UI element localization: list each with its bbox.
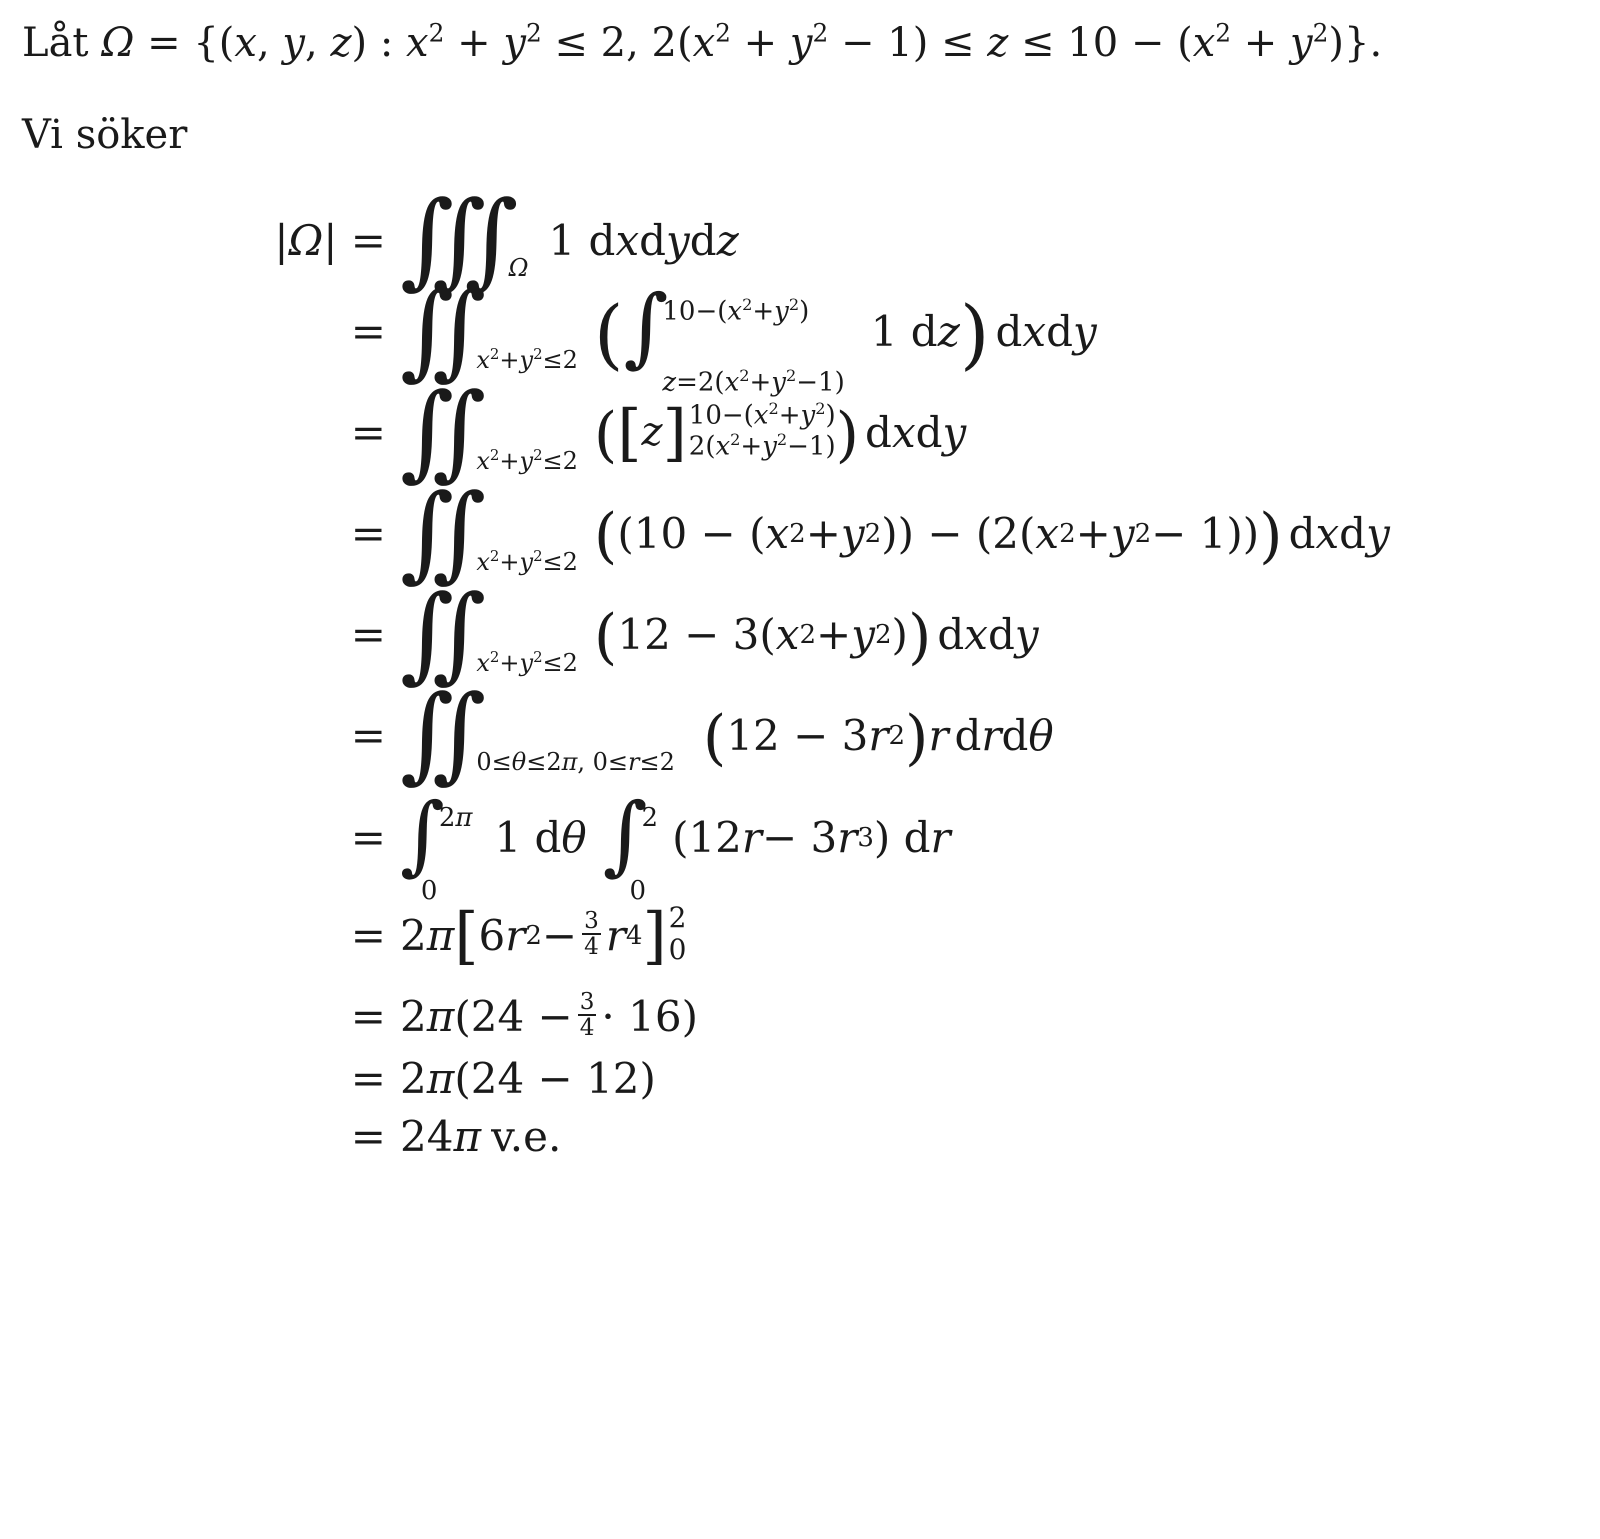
statement-line-2: Vi söker [22,112,188,158]
integral-limits: $10-(x^2+y^2)$ $z=2(x^2+y^2-1)$ [662,295,845,398]
equation-7-rhs: ∫ 2π 0 1 d θ ∫ 2 0 (12 r − 3 r 3 ) d r [400,785,951,907]
equation-10-lhs: = [350,1054,386,1104]
equation-1-lhs: |Ω| = [274,216,386,266]
equation-8-rhs: 2 π [ 6 r 2 − $\frac{3}{4}$ r 4 ] 2 0 [400,899,687,973]
equation-5-lhs: = [350,609,386,659]
close-bracket: ] [662,396,687,470]
double-integral-symbol: ∫∫ $x^2+y^2\le 2$ [400,268,578,391]
equation-3-lhs: = [350,408,386,458]
equation-6-rhs: ∫∫ 0≤θ≤2π, 0≤r≤2 ( 12 − 3 r 2 ) r d r d θ [400,672,1054,795]
evaluation-limits: $10-(x^2+y^2)$ $2(x^2+y^2-1)$ [688,398,836,462]
equation-10-rhs: 2 π (24 − 12) [400,1054,656,1104]
equation-row-3 [0,369,1600,492]
equation-9-rhs: 2 π (24 − $\frac{3}{4}$ · 16) [400,989,698,1042]
integral-lower-limit: 0≤θ≤2π, 0≤r≤2 [476,748,675,777]
equation-2-lhs: = [350,307,386,357]
open-paren: ( [702,702,727,773]
equation-row-11 [0,1112,1600,1162]
equation-row-7 [0,785,1600,907]
equation-row-6 [0,672,1600,795]
equation-5-rhs: ∫∫ $x^2+y^2\le 2$ ( 12 − 3( x 2 + y 2 ) ) d x d y [400,571,1039,694]
open-paren: ( [593,601,618,672]
statement-prefix: Låt [22,20,102,66]
open-bracket: [ [454,899,479,973]
equation-9-lhs: = [350,992,386,1042]
equation-6-lhs: = [350,710,386,760]
integral-lower-limit: $x^2+y^2\le 2$ [476,344,578,374]
double-integral-symbol: ∫∫ $x^2+y^2\le 2$ [400,369,578,492]
equation-row-10 [0,1054,1600,1104]
statement-line-1: Låt Ω = {(x, y, z) : $x^2 + y^2 \le 2$, $2(x^2 + y^2 - 1) \le z \le 10 - (x^2 + y^2)$}. [22,18,1383,66]
equation-2-rhs: ∫∫ $x^2+y^2\le 2$ ( ∫ $10-(x^2+y^2)$ $z=2(x^2+y^2-1)$ 1 d z ) d x d y [400,268,1097,398]
integral-limits: 2 0 [629,803,659,907]
close-paren-outer: ) [1259,501,1283,572]
equation-block [0,178,1600,1162]
equation-7-lhs: = [350,813,386,863]
close-paren: ) [959,288,990,378]
result-unit: v.e. [491,1112,562,1162]
equation-3-rhs: ∫∫ $x^2+y^2\le 2$ ( [ z ] $10-(x^2+y^2)$ $2(x^2+y^2-1)$ ) d x d y [400,369,967,492]
equation-row-8 [0,899,1600,973]
document-page [0,18,1600,1539]
close-paren: ) [835,400,860,471]
fraction-three-quarters: $\frac{3}{4}$ [584,907,599,960]
double-integral-symbol: ∫∫ 0≤θ≤2π, 0≤r≤2 [400,672,675,795]
integral-lower-limit: $x^2+y^2\le 2$ [476,647,578,677]
equation-row-5 [0,571,1600,694]
integral-lower-limit: $x^2+y^2\le 2$ [476,546,578,576]
close-paren: ) [905,702,929,773]
equation-row-2 [0,268,1600,398]
equation-8-lhs: = [350,910,386,960]
inner-integral-symbol: ∫ $10-(x^2+y^2)$ $z=2(x^2+y^2-1)$ [623,277,845,398]
close-paren: ) [907,601,932,672]
integral-lower-limit: $x^2+y^2\le 2$ [476,445,578,475]
close-bracket: ] [642,899,667,973]
open-paren-outer: ( [593,501,618,572]
evaluation-limits: 2 0 [668,900,687,966]
r-integral-symbol: ∫ 2 0 [602,785,659,907]
triple-integral-symbol: ∫∫∫ Ω [400,178,529,300]
double-integral-symbol: ∫∫ $x^2+y^2\le 2$ [400,571,578,694]
fraction-three-quarters: $\frac{3}{4}$ [579,989,595,1042]
equation-4-lhs: = [350,509,386,559]
equation-4-rhs: ∫∫ $x^2+y^2\le 2$ ( (10 − ( x 2 + y 2 )) − (2( x 2 + y 2 − 1)) ) d x d y [400,470,1390,593]
equation-row-1 [0,178,1600,300]
integral-limits: 2π 0 [420,803,473,907]
equation-11-rhs: 24 π v.e. [400,1112,562,1162]
equation-row-9 [0,989,1600,1042]
open-paren: ( [593,400,618,471]
integral-lower-limit: Ω [508,254,529,282]
equation-11-lhs: = [350,1112,386,1162]
open-paren: ( [593,288,624,378]
equation-1-rhs: ∫∫∫ Ω 1 d x d y d z [400,178,739,300]
double-integral-symbol: ∫∫ $x^2+y^2\le 2$ [400,470,578,593]
equation-row-4 [0,470,1600,593]
open-bracket: [ [617,396,642,470]
theta-integral-symbol: ∫ 2π 0 [400,785,473,907]
